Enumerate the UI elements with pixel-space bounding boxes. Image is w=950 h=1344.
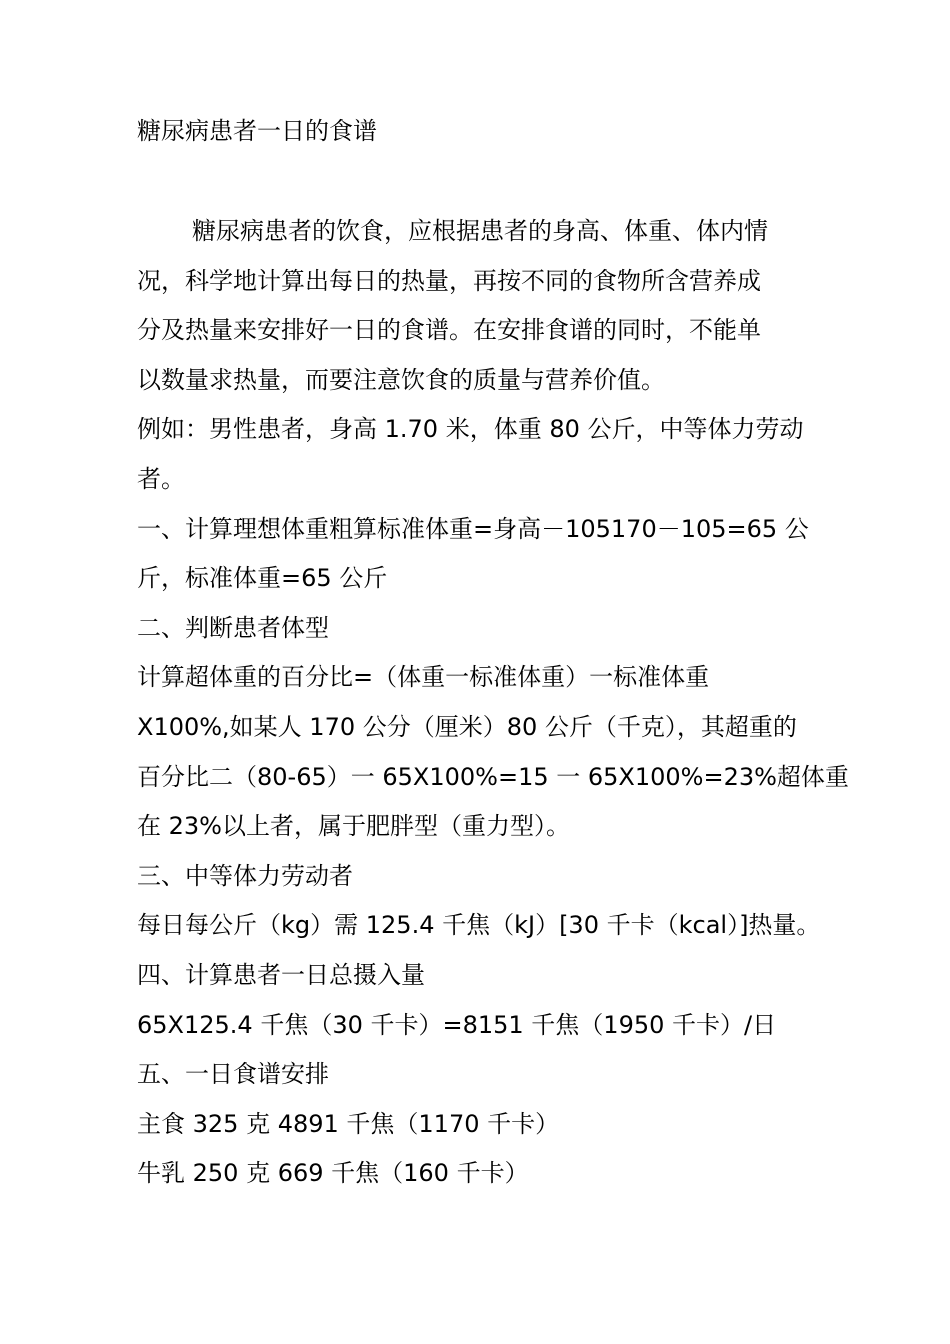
paragraph-line: 分及热量来安排好一日的食谱。在安排食谱的同时，不能单: [137, 316, 761, 345]
section-text: 在 23%以上者，属于肥胖型（重力型）。: [137, 812, 570, 841]
example-line: 者。: [137, 464, 185, 493]
section-heading: 五、一日食谱安排: [137, 1060, 329, 1089]
section-heading: 四、计算患者一日总摄入量: [137, 960, 425, 989]
section-text: X100%,如某人 170 公分（厘米）80 公斤（千克），其超重的: [137, 712, 797, 741]
paragraph-line: 以数量求热量，而要注意饮食的质量与营养价值。: [137, 365, 665, 394]
section-text: 百分比二（80-65）一 65X100%=15 一 65X100%=23%超体重: [137, 762, 849, 791]
menu-item: 主食 325 克 4891 千焦（1170 千卡）: [137, 1109, 560, 1138]
menu-item: 牛乳 250 克 669 千焦（160 千卡）: [137, 1159, 529, 1188]
section-text: 计算超体重的百分比=（体重一标准体重）一标准体重: [137, 663, 710, 692]
section-text: 65X125.4 千焦（30 千卡）=8151 千焦（1950 千卡）/日: [137, 1010, 777, 1039]
document-title: 糖尿病患者一日的食谱: [137, 117, 377, 145]
section-text: 斤，标准体重=65 公斤: [137, 564, 388, 593]
example-line: 例如：男性患者，身高 1.70 米，体重 80 公斤，中等体力劳动: [137, 415, 804, 444]
section-heading: 一、计算理想体重粗算标准体重=身高－105170－105=65 公: [137, 514, 809, 543]
paragraph-line: 糖尿病患者的饮食，应根据患者的身高、体重、体内情: [192, 217, 768, 245]
document-body: [137, 207, 849, 1199]
section-heading: 二、判断患者体型: [137, 613, 329, 642]
section-text: 每日每公斤（kg）需 125.4 千焦（kJ）[30 千卡（kcal）]热量。: [137, 911, 821, 940]
paragraph-line: 况，科学地计算出每日的热量，再按不同的食物所含营养成: [137, 266, 761, 295]
section-heading: 三、中等体力劳动者: [137, 861, 353, 890]
